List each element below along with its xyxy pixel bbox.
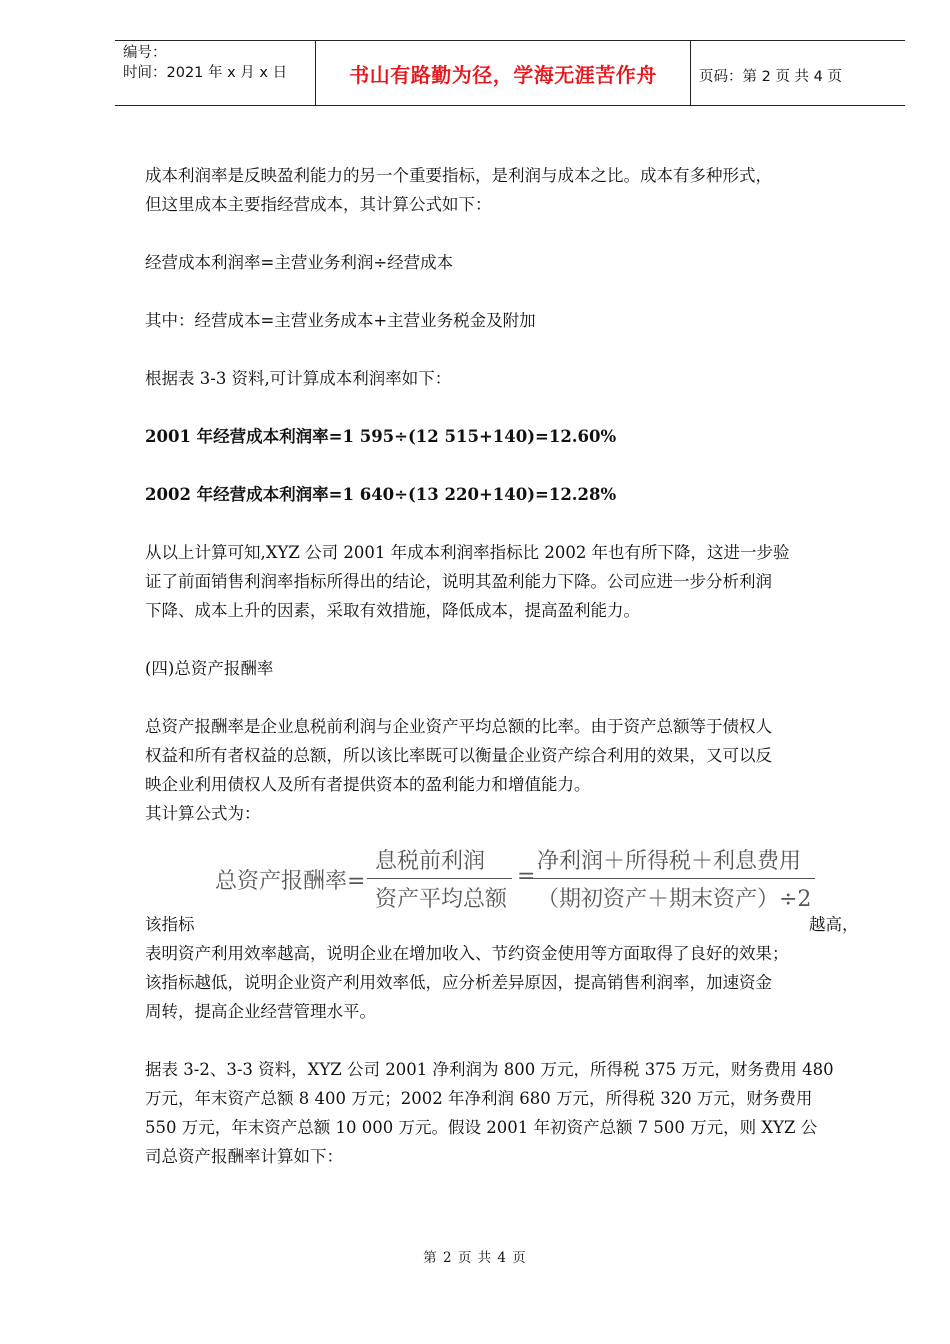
paragraph-line: 但这里成本主要指经营成本，其计算公式如下： (145, 195, 492, 214)
paragraph-line: 周转，提高企业经营管理水平。 (145, 1002, 376, 1021)
formula-denominator: （期初资产＋期末资产）÷2 (537, 887, 812, 912)
paragraph-line: 表明资产利用效率越高，说明企业在增加收入、节约资金使用等方面取得了良好的效果； (145, 944, 789, 963)
header-time: 时间：2021 年 x 月 x 日 (123, 65, 288, 81)
paragraph-fragment: 该指标 (145, 915, 195, 934)
paragraph-line: 从以上计算可知,XYZ 公司 2001 年成本利润率指标比 2002 年也有所下降，这进一步验 (145, 543, 790, 562)
formula-numerator: 净利润＋所得税＋利息费用 (537, 849, 802, 874)
formula-line: 其中：经营成本=主营业务成本+主营业务税金及附加 (145, 311, 536, 330)
fraction-bar (533, 878, 815, 879)
paragraph-line: 总资产报酬率是企业息税前利润与企业资产平均总额的比率。由于资产总额等于债权人 (145, 717, 772, 736)
paragraph-line: 司总资产报酬率计算如下： (145, 1147, 343, 1166)
page-footer: 第 2 页 共 4 页 (423, 1250, 527, 1266)
return-on-assets-formula (215, 842, 815, 914)
paragraph-line: 其计算公式为： (145, 804, 261, 823)
paragraph-line: 该指标越低，说明企业资产利用效率低，应分析差异原因，提高销售利润率，加速资金 (145, 973, 772, 992)
paragraph-line: 映企业利用债权人及所有者提供资本的盈利能力和增值能力。 (145, 775, 591, 794)
header-motto: 书山有路勤为径，学海无涯苦作舟 (315, 41, 691, 105)
paragraph-line: 下降、成本上升的因素，采取有效措施，降低成本，提高盈利能力。 (145, 601, 640, 620)
formula-label: 总资产报酬率= (215, 869, 366, 894)
paragraph-line: 证了前面销售利润率指标所得出的结论，说明其盈利能力下降。公司应进一步分析利润 (145, 572, 772, 591)
calculation-line: 2002 年经营成本利润率=1 640÷(13 220+140)=12.28% (145, 485, 617, 504)
section-heading: (四)总资产报酬率 (145, 659, 274, 678)
formula-equals: = (517, 864, 536, 889)
formula-line: 经营成本利润率=主营业务利润÷经营成本 (145, 253, 454, 272)
fraction-bar (367, 878, 512, 879)
calculation-line: 2001 年经营成本利润率=1 595÷(12 515+140)=12.60% (145, 427, 617, 446)
paragraph-line: 550 万元，年末资产总额 10 000 万元。假设 2001 年初资产总额 7 500 万元，则 XYZ 公 (145, 1118, 818, 1137)
header-meta (123, 43, 287, 83)
paragraph-fragment: 越高， (809, 915, 859, 934)
header-number: 编号： (123, 45, 167, 61)
paragraph-line: 万元，年末资产总额 8 400 万元；2002 年净利润 680 万元，所得税 320 万元，财务费用 (145, 1089, 813, 1108)
formula-numerator: 息税前利润 (375, 849, 486, 874)
paragraph-line: 根据表 3-3 资料,可计算成本利润率如下： (145, 369, 452, 388)
paragraph-line: 权益和所有者权益的总额，所以该比率既可以衡量企业资产综合利用的效果，又可以反 (145, 746, 772, 765)
header-page-number: 页码：第 2 页 共 4 页 (699, 69, 842, 85)
page-header (115, 40, 905, 106)
formula-denominator: 资产平均总额 (375, 887, 508, 912)
paragraph-line: 据表 3-2、3-3 资料，XYZ 公司 2001 净利润为 800 万元，所得税 375 万元，财务费用 480 (145, 1060, 834, 1079)
paragraph-line: 成本利润率是反映盈利能力的另一个重要指标，是利润与成本之比。成本有多种形式， (145, 166, 772, 185)
